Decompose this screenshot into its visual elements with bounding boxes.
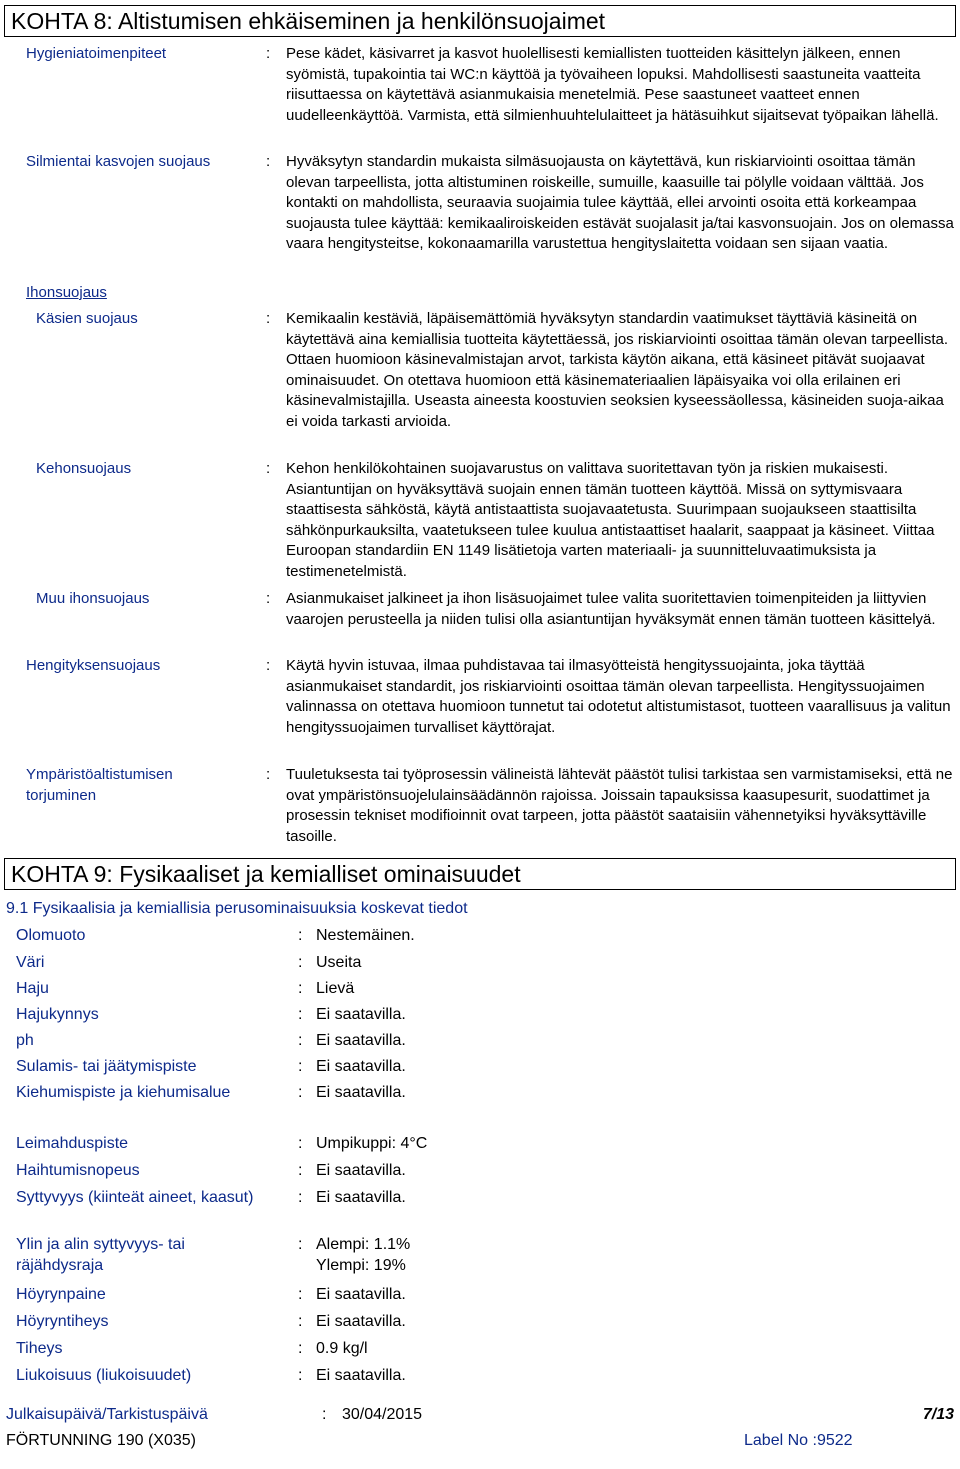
other-skin-protection-label: Muu ihonsuojaus	[36, 590, 150, 607]
property-label: Olomuoto	[16, 927, 86, 944]
property-value: Umpikuppi: 4°C	[316, 1135, 428, 1152]
product-name: FÖRTUNNING 190 (X035)	[6, 1432, 196, 1449]
body-protection-text: Kehon henkilökohtainen suojavarustus on valittava suoritettavan työn ja riskien mukaisesti. Asiantuntijan on hyväksyttävä suojain ennen tämän tuotteen käyttöä. Missä on syttymisvaara staattisesta sähköstä, käytä antistaattista suojavaatetusta. Suurimpaan suojaukseen staattisilta sähkönpurkauksilta, vaatetukseen tulee kuulua antistaattiset haalarit, saappaat ja käsineet. Viittaa Euroopan standardiin EN 1149 lisätietoja varten materiaali- ja suunnitteluvaatimuksista ja testimenetelmistä.	[286, 460, 935, 580]
property-label: Ylin ja alin syttyvyys- tai räjähdysraja	[16, 1236, 185, 1274]
colon: :	[266, 153, 271, 170]
property-label: Syttyvyys (kiinteät aineet, kaasut)	[16, 1189, 254, 1206]
property-value: Alempi: 1.1% Ylempi: 19%	[316, 1236, 411, 1274]
property-label: Sulamis- tai jäätymispiste	[16, 1058, 197, 1075]
property-value: Ei saatavilla.	[316, 1084, 406, 1101]
colon: :	[298, 1032, 303, 1049]
property-value: Ei saatavilla.	[316, 1032, 406, 1049]
skin-protection-label: Ihonsuojaus	[26, 284, 107, 301]
colon: :	[266, 657, 271, 674]
property-value: Ei saatavilla.	[316, 1058, 406, 1075]
colon: :	[266, 45, 271, 62]
colon: :	[298, 1236, 303, 1253]
other-skin-protection-text: Asianmukaiset jalkineet ja ihon lisäsuojaimet tulee valita suoritettavien toimenpiteiden ja liittyvien vaarojen perusteella ja niiden tulisi olla asiantuntijan hyväksymät ennen tämän tuotteen käsittelyä.	[286, 590, 936, 628]
section-9-1-subheading: 9.1 Fysikaalisia ja kemiallisia perusominaisuuksia koskevat tiedot	[6, 900, 468, 917]
colon: :	[298, 927, 303, 944]
property-label: Tiheys	[16, 1340, 63, 1357]
colon: :	[298, 1286, 303, 1303]
property-label: Kiehumispiste ja kiehumisalue	[16, 1084, 231, 1101]
colon: :	[298, 1189, 303, 1206]
eye-protection-label: Silmientai kasvojen suojaus	[26, 153, 211, 170]
colon: :	[266, 310, 271, 327]
property-label: Haihtumisnopeus	[16, 1162, 140, 1179]
colon: :	[298, 1006, 303, 1023]
body-protection-label: Kehonsuojaus	[36, 460, 132, 477]
property-label: Liukoisuus (liukoisuudet)	[16, 1367, 192, 1384]
property-label: Leimahduspiste	[16, 1135, 129, 1152]
colon: :	[298, 1084, 303, 1101]
colon: :	[322, 1406, 327, 1423]
property-label: Höyrynpaine	[16, 1286, 106, 1303]
environmental-exposure-text: Tuuletuksesta tai työprosessin välineistä lähtevät päästöt tulisi tarkistaa sen varmistamiseksi, että ne ovat ympäristönsuojelulainsäädännön rajoissa. Joissain tapauksissa kaasupesurit, suodattimet ja prosessin tekniset modifioinnit ovat tarpeen, jotta päästöt saataisiin vähennetyiksi hyväksyttäville tasoille.	[286, 766, 953, 845]
property-label: Höyryntiheys	[16, 1313, 109, 1330]
hand-protection-text: Kemikaalin kestäviä, läpäisemättömiä hyväksytyn standardin vaatimukset täyttäviä käsineitä on käytettävä aina kemiallisia tuotteita käytettäessä, jos riskiarviointi osoittaa tämän olevan tarpeellista. Ottaen huomioon käsinevalmistajan arvot, tarkista käytön aikana, että käsineet pitävät suojaavat ominaisuudet. On otettava huomioon että käsinemateriaalien läpäisyaika voi olla erilainen eri käsinevalmistajilla. Useasta aineesta koostuvien seoksien kyseessäollessa, käsineiden suoja-aikaa ei voida tarkasti arvioida.	[286, 310, 948, 430]
label-number: Label No :9522	[744, 1432, 853, 1449]
environmental-exposure-label: Ympäristöaltistumisen torjuminen	[26, 766, 173, 804]
property-value: 0.9 kg/l	[316, 1340, 368, 1357]
colon: :	[298, 1340, 303, 1357]
colon: :	[266, 590, 271, 607]
revision-date-label: Julkaisupäivä/Tarkistuspäivä	[6, 1406, 208, 1423]
hand-protection-label: Käsien suojaus	[36, 310, 138, 327]
eye-protection-text: Hyväksytyn standardin mukaista silmäsuojausta on käytettävä, kun riskiarviointi osoittaa tämän olevan tarpeellista, jotta altistuminen roiskeille, sumuille, kaasuille tai pölylle voidaan välttää. Jos kontakti on mahdollista, seuraavia suojaimia tulee käyttää, ellei arvointi osoita että korkeampaa suojausta tulee käyttää: kemikaaliroiskeiden estävät suojalasit ja/tai kasvonsuojain. Jos on olemassa vaara hengitysteitse, kokonaamarilla varustettua hengityslaitetta voidaan sen sijaan vaatia.	[286, 153, 954, 253]
property-value: Ei saatavilla.	[316, 1189, 406, 1206]
property-label: Väri	[16, 954, 45, 971]
property-value: Ei saatavilla.	[316, 1006, 406, 1023]
colon: :	[298, 1367, 303, 1384]
colon: :	[298, 1162, 303, 1179]
colon: :	[266, 766, 271, 783]
colon: :	[298, 1313, 303, 1330]
respiratory-protection-text: Käytä hyvin istuvaa, ilmaa puhdistavaa tai ilmasyötteistä hengityssuojainta, joka täyttää asianmukaiset standardit, jos riskiarviointi osoittaa tämän olevan tarpeellista. Hengityssuojaimen valinnassa on otettava huomioon tunnetut tai odotetut altistumistasot, tuotteen vaarallisuus ja valitun hengityssuojaimen turvalliset käyttörajat.	[286, 657, 951, 736]
colon: :	[298, 954, 303, 971]
colon: :	[298, 980, 303, 997]
colon: :	[298, 1135, 303, 1152]
property-value: Ei saatavilla.	[316, 1367, 406, 1384]
section-9-heading: KOHTA 9: Fysikaaliset ja kemialliset ominaisuudet	[4, 858, 956, 890]
property-label: Haju	[16, 980, 49, 997]
colon: :	[266, 460, 271, 477]
property-value: Useita	[316, 954, 362, 971]
respiratory-protection-label: Hengityksensuojaus	[26, 657, 161, 674]
property-value: Ei saatavilla.	[316, 1162, 406, 1179]
property-value: Ei saatavilla.	[316, 1313, 406, 1330]
page-number: 7/13	[922, 1406, 954, 1423]
section-8-heading: KOHTA 8: Altistumisen ehkäiseminen ja henkilönsuojaimet	[4, 5, 956, 37]
property-label: ph	[16, 1032, 34, 1049]
hygiene-text: Pese kädet, käsivarret ja kasvot huolellisesti kemiallisten tuotteiden käsittelyn jälkeen, ennen syömistä, tupakointia tai WC:n käyttöä ja työvaiheen lopuksi. Mahdollisesti saastuneita vaatteita riisuttaessa on käytettävä asianmukaisia menetelmiä. Pese saastuneet vaatteet ennen uudelleenkäyttöä. Varmista, että silmienhuuhtelulaitteet ja hätäsuihkut sijaitsevat työpaikan lähellä.	[286, 45, 939, 124]
hygiene-label: Hygieniatoimenpiteet	[26, 45, 167, 62]
property-value: Nestemäinen.	[316, 927, 415, 944]
revision-date-value: 30/04/2015	[342, 1406, 423, 1423]
property-label: Hajukynnys	[16, 1006, 99, 1023]
property-value: Lievä	[316, 980, 355, 997]
colon: :	[298, 1058, 303, 1075]
property-value: Ei saatavilla.	[316, 1286, 406, 1303]
